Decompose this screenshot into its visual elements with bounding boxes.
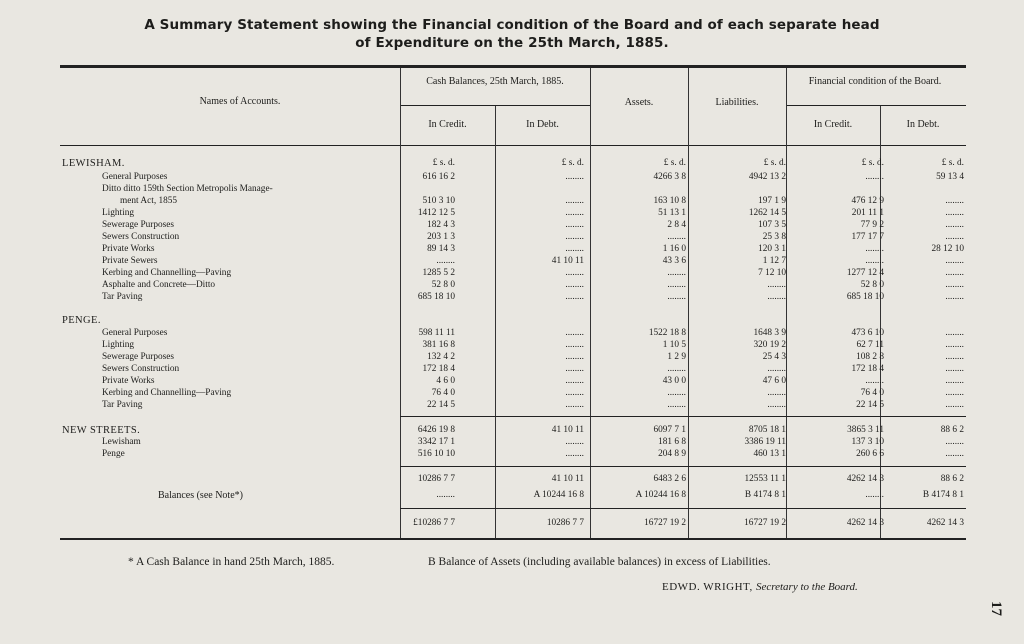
table-row	[62, 388, 967, 399]
cell-cash-credit: 598 11 11	[418, 328, 455, 338]
cell-assets: ........	[667, 388, 686, 398]
cell-fin-credit: £ s. d.	[861, 158, 884, 168]
header-liabilities: Liabilities.	[715, 97, 759, 108]
cell-fin-debt: ........	[945, 376, 964, 386]
cell-fin-credit: 52 8 0	[860, 280, 884, 290]
cell-liabilities: ........	[767, 364, 786, 374]
signature-name: EDWD. WRIGHT,	[662, 581, 753, 593]
cell-assets: ........	[667, 364, 686, 374]
cell-fin-debt: ........	[945, 268, 964, 278]
cell-liabilities: ........	[767, 400, 786, 410]
cell-cash-credit: £ s. d.	[432, 158, 455, 168]
grand-total-rule	[400, 508, 966, 509]
cell-fin-credit: ........	[865, 376, 884, 386]
cell-assets: 51 13 1	[658, 208, 686, 218]
table-row	[62, 437, 967, 448]
cell-fin-debt: ........	[945, 364, 964, 374]
table-row	[62, 280, 967, 291]
cell-liabilities: 460 13 1	[753, 449, 786, 459]
header-bottom-rule	[60, 145, 966, 146]
cell-fin-debt: ........	[945, 208, 964, 218]
table-row	[62, 449, 967, 460]
cell-fin-credit: 260 6 6	[856, 449, 884, 459]
row-label: Penge	[102, 449, 125, 459]
cell-cash-debt: ........	[565, 328, 584, 338]
cell-assets: 1 10 5	[662, 340, 686, 350]
cell-liabilities: 197 1 9	[758, 196, 786, 206]
cell-fin-credit: 172 18 4	[851, 364, 884, 374]
row-label: PENGE.	[62, 315, 101, 326]
cell-liabilities: 4942 13 2	[748, 172, 786, 182]
cell-liabilities: 8705 18 1	[748, 425, 786, 435]
title-line-2: of Expenditure on the 25th March, 1885.	[355, 35, 669, 51]
cell-cash-credit: 182 4 3	[427, 220, 455, 230]
cell-assets: A 10244 16 8	[635, 490, 686, 500]
cell-fin-credit: 476 12 9	[851, 196, 884, 206]
table-row	[62, 268, 967, 279]
table-row	[62, 184, 967, 195]
cell-assets: 6097 7 1	[653, 425, 686, 435]
cell-cash-credit: 616 16 2	[422, 172, 455, 182]
col-line-4	[688, 68, 689, 538]
row-label: Private Works	[102, 376, 155, 386]
cell-assets: ........	[667, 400, 686, 410]
cell-fin-debt: ........	[945, 292, 964, 302]
table-row	[62, 400, 967, 411]
table-row	[62, 340, 967, 351]
subtotal-rule	[400, 416, 966, 417]
cell-assets: ........	[667, 280, 686, 290]
cell-cash-credit: 3342 17 1	[417, 437, 455, 447]
cell-fin-credit: 22 14 5	[856, 400, 884, 410]
table-row	[62, 364, 967, 375]
row-label: Lewisham	[102, 437, 141, 447]
cell-cash-debt: ........	[565, 340, 584, 350]
header-financial: Financial condition of the Board.	[808, 76, 942, 87]
cell-assets: £ s. d.	[663, 158, 686, 168]
cell-fin-debt: ........	[945, 196, 964, 206]
cell-cash-debt: ........	[565, 292, 584, 302]
table-row	[62, 425, 967, 436]
cell-assets: 6483 2 6	[653, 474, 686, 484]
cell-liabilities: 7 12 10	[758, 268, 786, 278]
document-title	[60, 16, 964, 52]
cell-cash-credit: 6426 19 8	[417, 425, 455, 435]
cell-cash-credit: 10286 7 7	[417, 474, 455, 484]
table-row	[62, 490, 967, 501]
cell-liabilities: 107 3 5	[758, 220, 786, 230]
cell-liabilities: ........	[767, 280, 786, 290]
cell-fin-debt: 88 6 2	[940, 425, 964, 435]
cell-assets: 4266 3 8	[653, 172, 686, 182]
cell-fin-credit: 177 17 7	[851, 232, 884, 242]
row-label: Asphalte and Concrete—Ditto	[102, 280, 216, 290]
cell-cash-credit: £10286 7 7	[413, 518, 455, 528]
table-row	[62, 376, 967, 387]
cell-fin-debt: ........	[945, 437, 964, 447]
cell-fin-credit: 1277 12 4	[846, 268, 884, 278]
title-line-1: A Summary Statement showing the Financial condition of the Board and of each separate head	[144, 17, 880, 33]
cell-fin-credit: 473 6 10	[851, 328, 884, 338]
cell-cash-credit: 203 1 3	[427, 232, 455, 242]
cell-fin-credit: ........	[865, 244, 884, 254]
page-number: 17	[988, 601, 1004, 616]
cell-liabilities: B 4174 8 1	[744, 490, 786, 500]
cell-cash-debt: ........	[565, 220, 584, 230]
cell-assets: 1 2 9	[667, 352, 686, 362]
cell-fin-debt: 59 13 4	[936, 172, 964, 182]
cell-cash-debt: ........	[565, 449, 584, 459]
cell-fin-credit: 108 2 8	[856, 352, 884, 362]
cell-cash-debt: ........	[565, 400, 584, 410]
header-names: Names of Accounts.	[199, 96, 281, 107]
cell-assets: 2 8 4	[667, 220, 686, 230]
cell-fin-credit: ........	[865, 490, 884, 500]
table-row	[62, 220, 967, 231]
row-label: Tar Paving	[102, 292, 143, 302]
cell-fin-debt: ........	[945, 352, 964, 362]
cell-assets: ........	[667, 268, 686, 278]
cell-fin-credit: 4262 14 3	[846, 474, 884, 484]
cell-liabilities: 120 3 1	[758, 244, 786, 254]
row-label: General Purposes	[102, 328, 168, 338]
table-row	[62, 158, 967, 169]
cell-cash-debt: ........	[565, 268, 584, 278]
cell-cash-debt: ........	[565, 196, 584, 206]
cell-liabilities: 12553 11 1	[744, 474, 786, 484]
footnote-a: * A Cash Balance in hand 25th March, 1885.	[128, 556, 335, 568]
cell-assets: 1522 18 8	[648, 328, 686, 338]
cell-liabilities: 47 6 0	[762, 376, 786, 386]
cell-liabilities: 25 4 3	[762, 352, 786, 362]
header-cash-balances: Cash Balances, 25th March, 1885.	[426, 76, 564, 87]
cell-assets: 1 16 0	[662, 244, 686, 254]
total-rule	[400, 466, 966, 467]
cell-fin-credit: ........	[865, 256, 884, 266]
cell-assets: 16727 19 2	[644, 518, 686, 528]
cell-liabilities: 25 3 8	[762, 232, 786, 242]
table-row	[62, 352, 967, 363]
footnote-b: B Balance of Assets (including available balances) in excess of Liabilities.	[428, 556, 771, 568]
cell-cash-credit: 89 14 3	[427, 244, 455, 254]
cell-cash-debt: 41 10 11	[551, 425, 584, 435]
row-label: ment Act, 1855	[120, 196, 178, 206]
cell-fin-debt: ........	[945, 220, 964, 230]
cell-liabilities: 1 12 7	[762, 256, 786, 266]
cell-fin-credit: 62 7 11	[856, 340, 884, 350]
row-label: Private Sewers	[102, 256, 158, 266]
cell-fin-debt: 28 12 10	[931, 244, 964, 254]
table-row	[62, 196, 967, 207]
cell-assets: 43 3 6	[662, 256, 686, 266]
cell-cash-debt: ........	[565, 376, 584, 386]
cell-cash-debt: ........	[565, 437, 584, 447]
cell-fin-debt: 4262 14 3	[926, 518, 964, 528]
cell-fin-debt: ........	[945, 232, 964, 242]
header-assets: Assets.	[624, 97, 654, 108]
cell-cash-debt: £ s. d.	[561, 158, 584, 168]
cell-liabilities: ........	[767, 292, 786, 302]
row-label: Balances (see Note*)	[158, 490, 243, 501]
row-label: Sewerage Purposes	[102, 352, 175, 362]
cell-cash-credit: 52 8 0	[431, 280, 455, 290]
table-row	[62, 244, 967, 255]
cell-cash-credit: 1412 12 5	[417, 208, 455, 218]
cell-fin-debt: ........	[945, 328, 964, 338]
cell-assets: ........	[667, 232, 686, 242]
table-top-rule	[60, 65, 966, 68]
cell-liabilities: 1648 3 9	[753, 328, 786, 338]
cell-fin-debt: 88 6 2	[940, 474, 964, 484]
row-label: Private Works	[102, 244, 155, 254]
cell-liabilities: 3386 19 11	[744, 437, 786, 447]
cell-fin-debt: £ s. d.	[941, 158, 964, 168]
cell-cash-debt: ........	[565, 352, 584, 362]
row-label: Sewers Construction	[102, 232, 180, 242]
table-bottom-rule	[60, 538, 966, 540]
signature	[662, 581, 858, 593]
cell-assets: 204 8 9	[658, 449, 686, 459]
row-label: General Purposes	[102, 172, 168, 182]
fin-header-rule	[786, 105, 966, 106]
header-fin-debt: In Debt.	[906, 119, 940, 130]
cell-cash-credit: 4 6 0	[436, 376, 455, 386]
table-row	[62, 256, 967, 267]
table-row	[62, 172, 967, 183]
cell-cash-credit: 172 18 4	[422, 364, 455, 374]
cell-fin-credit: 3865 3 11	[847, 425, 884, 435]
cell-fin-credit: 201 11 1	[851, 208, 884, 218]
row-label: Sewers Construction	[102, 364, 180, 374]
table-row	[62, 315, 967, 326]
cell-fin-debt: B 4174 8 1	[922, 490, 964, 500]
cell-fin-debt: ........	[945, 388, 964, 398]
row-label: NEW STREETS.	[62, 425, 141, 436]
row-label: Kerbing and Channelling—Paving	[102, 388, 232, 398]
cell-fin-debt: ........	[945, 400, 964, 410]
cell-cash-debt: ........	[565, 208, 584, 218]
col-line-5	[786, 68, 787, 538]
row-label: Kerbing and Channelling—Paving	[102, 268, 232, 278]
cell-liabilities: 16727 19 2	[744, 518, 786, 528]
cell-cash-credit: ........	[436, 256, 455, 266]
cell-fin-credit: ........	[865, 172, 884, 182]
cell-fin-credit: 77 9 2	[860, 220, 884, 230]
row-label: Lighting	[102, 340, 135, 350]
cell-liabilities: 320 19 2	[753, 340, 786, 350]
row-label: Lighting	[102, 208, 135, 218]
cell-cash-credit: ........	[436, 490, 455, 500]
row-label: Sewerage Purposes	[102, 220, 175, 230]
cell-assets: 163 10 8	[653, 196, 686, 206]
header-cash-credit: In Credit.	[428, 119, 467, 130]
cell-cash-credit: 381 16 8	[422, 340, 455, 350]
col-line-3	[590, 68, 591, 538]
cell-cash-debt: ........	[565, 244, 584, 254]
row-label: LEWISHAM.	[62, 158, 125, 169]
cell-cash-credit: 510 3 10	[422, 196, 455, 206]
table-row	[62, 208, 967, 219]
cell-assets: 43 0 0	[662, 376, 686, 386]
cell-cash-credit: 132 4 2	[427, 352, 455, 362]
cell-assets: 181 6 8	[658, 437, 686, 447]
cell-cash-debt: ........	[565, 364, 584, 374]
cell-fin-credit: 76 4 0	[860, 388, 884, 398]
cell-cash-debt: 10286 7 7	[546, 518, 584, 528]
cell-cash-credit: 685 18 10	[417, 292, 455, 302]
cell-assets: ........	[667, 292, 686, 302]
table-row	[62, 328, 967, 339]
cell-fin-debt: ........	[945, 280, 964, 290]
cell-fin-debt: ........	[945, 340, 964, 350]
cell-cash-debt: A 10244 16 8	[533, 490, 584, 500]
cell-fin-credit: 685 18 10	[846, 292, 884, 302]
cell-cash-debt: ........	[565, 388, 584, 398]
cell-cash-credit: 76 4 0	[431, 388, 455, 398]
row-label: Tar Paving	[102, 400, 143, 410]
cell-liabilities: 1262 14 5	[748, 208, 786, 218]
cell-cash-debt: ........	[565, 172, 584, 182]
cell-cash-credit: 1285 5 2	[422, 268, 455, 278]
cell-cash-debt: 41 10 11	[551, 256, 584, 266]
table-row	[62, 232, 967, 243]
row-label: Ditto ditto 159th Section Metropolis Manage-	[102, 184, 273, 194]
cell-cash-debt: ........	[565, 232, 584, 242]
cell-liabilities: ........	[767, 388, 786, 398]
cell-fin-credit: 4262 14 3	[846, 518, 884, 528]
table-row	[62, 474, 967, 485]
cell-cash-credit: 516 10 10	[417, 449, 455, 459]
cell-fin-debt: ........	[945, 256, 964, 266]
col-line-1	[400, 68, 401, 538]
signature-title: Secretary to the Board.	[755, 581, 858, 593]
cell-liabilities: £ s. d.	[763, 158, 786, 168]
table-row	[62, 292, 967, 303]
table-row	[62, 518, 967, 529]
header-cash-debt: In Debt.	[526, 119, 559, 130]
cell-fin-debt: ........	[945, 449, 964, 459]
cell-cash-debt: ........	[565, 280, 584, 290]
cell-cash-credit: 22 14 5	[427, 400, 455, 410]
header-fin-credit: In Credit.	[813, 119, 853, 130]
cell-fin-credit: 137 3 10	[851, 437, 884, 447]
cell-cash-debt: 41 10 11	[551, 474, 584, 484]
